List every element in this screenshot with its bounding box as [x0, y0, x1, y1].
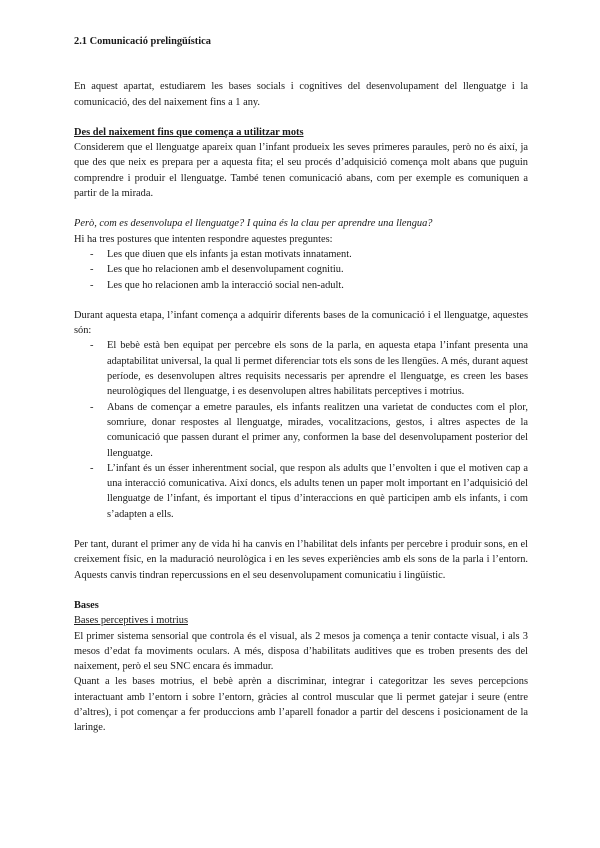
birth-heading: Des del naixement fins que comença a utilitzar mots — [74, 126, 304, 138]
perceptive-heading: Bases perceptives i motrius — [74, 615, 188, 627]
stage-list — [74, 338, 528, 522]
perceptive-paragraph-1: El primer sistema sensorial que controla és el visual, als 2 mesos ja comença a tenir contacte visual, i als 3 mesos d’edat fa moviments oculars. A més, disposa d’habilitats auditives que es troben presents des del naixement, però el seu SNC encara és immadur. — [74, 630, 528, 673]
list-item: - Les que ho relacionen amb la interacció social nen-adult. — [74, 278, 528, 293]
changes-paragraph: Per tant, durant el primer any de vida hi ha canvis en l’habilitat dels infants per percebre i produir sons, en el creixement físic, en la maduració neurològica i en les seves experiències amb els sons de la parla i l’entorn. Aquests canvis tindran repercussions en el seu desenvolupament comunicatiu i lingüístic. — [74, 539, 528, 581]
document-page — [74, 34, 528, 736]
list-item: - Les que ho relacionen amb el desenvolupament cognitiu. — [74, 262, 528, 277]
perceptive-paragraph-2: Quant a les bases motrius, el bebè aprèn a discriminar, integrar i categoritzar les seves percepcions interactuant amb l’entorn i sobre l’entorn, gràcies al control muscular que li permet gatejar i seure (entre d’altres), i pot començar a fer produccions amb l’aparell fonador a partir del descens i posicionament de la laringe. — [74, 676, 528, 734]
section-title: 2.1 Comunicació prelingüística — [74, 36, 211, 47]
question-line: Però, com es desenvolupa el llenguatge? I quina és la clau per aprendre una llengua? — [74, 218, 433, 230]
birth-paragraph: Considerem que el llenguatge apareix quan l’infant produeix les seves primeres paraules, però no és així, ja que des que neix es prepara per a aquesta fita; el seu procés d’adquisició comença molt abans que puguin comprendre i produir el llenguatge. També tenen comunicació abans, com per exemple es comuniquen a partir de la mirada. — [74, 142, 528, 200]
postures-list — [74, 247, 528, 293]
intro-paragraph: En aquest apartat, estudiarem les bases socials i cognitives del desenvolupament del llenguatge i la comunicació, des del naixement fins a 1 any. — [74, 81, 528, 108]
list-item: - Abans de començar a emetre paraules, els infants realitzen una varietat de conductes com el plor, somriure, donar respostes al llenguatge, mirades, vocalitzacions, gestos, i altres aspectes de la comunicació que passen durant el primer any, conformen la base del desenvolupament posterior del llenguatge. — [74, 400, 528, 461]
list-item: - Les que diuen que els infants ja estan motivats innatament. — [74, 247, 528, 262]
stage-intro: Durant aquesta etapa, l’infant comença a adquirir diferents bases de la comunicació i el llenguatge, aquestes són: — [74, 309, 528, 337]
bases-heading: Bases — [74, 599, 99, 611]
postures-intro: Hi ha tres postures que intenten respondre aquestes preguntes: — [74, 233, 333, 245]
list-item: - L’infant és un ésser inherentment social, que respon als adults que l’envolten i que el motiven cap a una interacció comunicativa. Així doncs, els adults tenen un paper molt important en l’adquisició del llenguatge de l’infant, és important el tipus d’interaccions en què participen amb els infants, i com s’adapten a ells. — [74, 461, 528, 522]
list-item: - El bebè està ben equipat per percebre els sons de la parla, en aquesta etapa l’infant presenta una adaptabilitat universal, la qual li permet diferenciar tots els sons de les llengües. A més, durant aquest període, es desenvolupen altres requisits necessaris per aprendre el llenguatge, es creen les bases neurològiques del llenguatge, i es desenvolupen altres habilitats perceptives i motrius. — [74, 338, 528, 399]
